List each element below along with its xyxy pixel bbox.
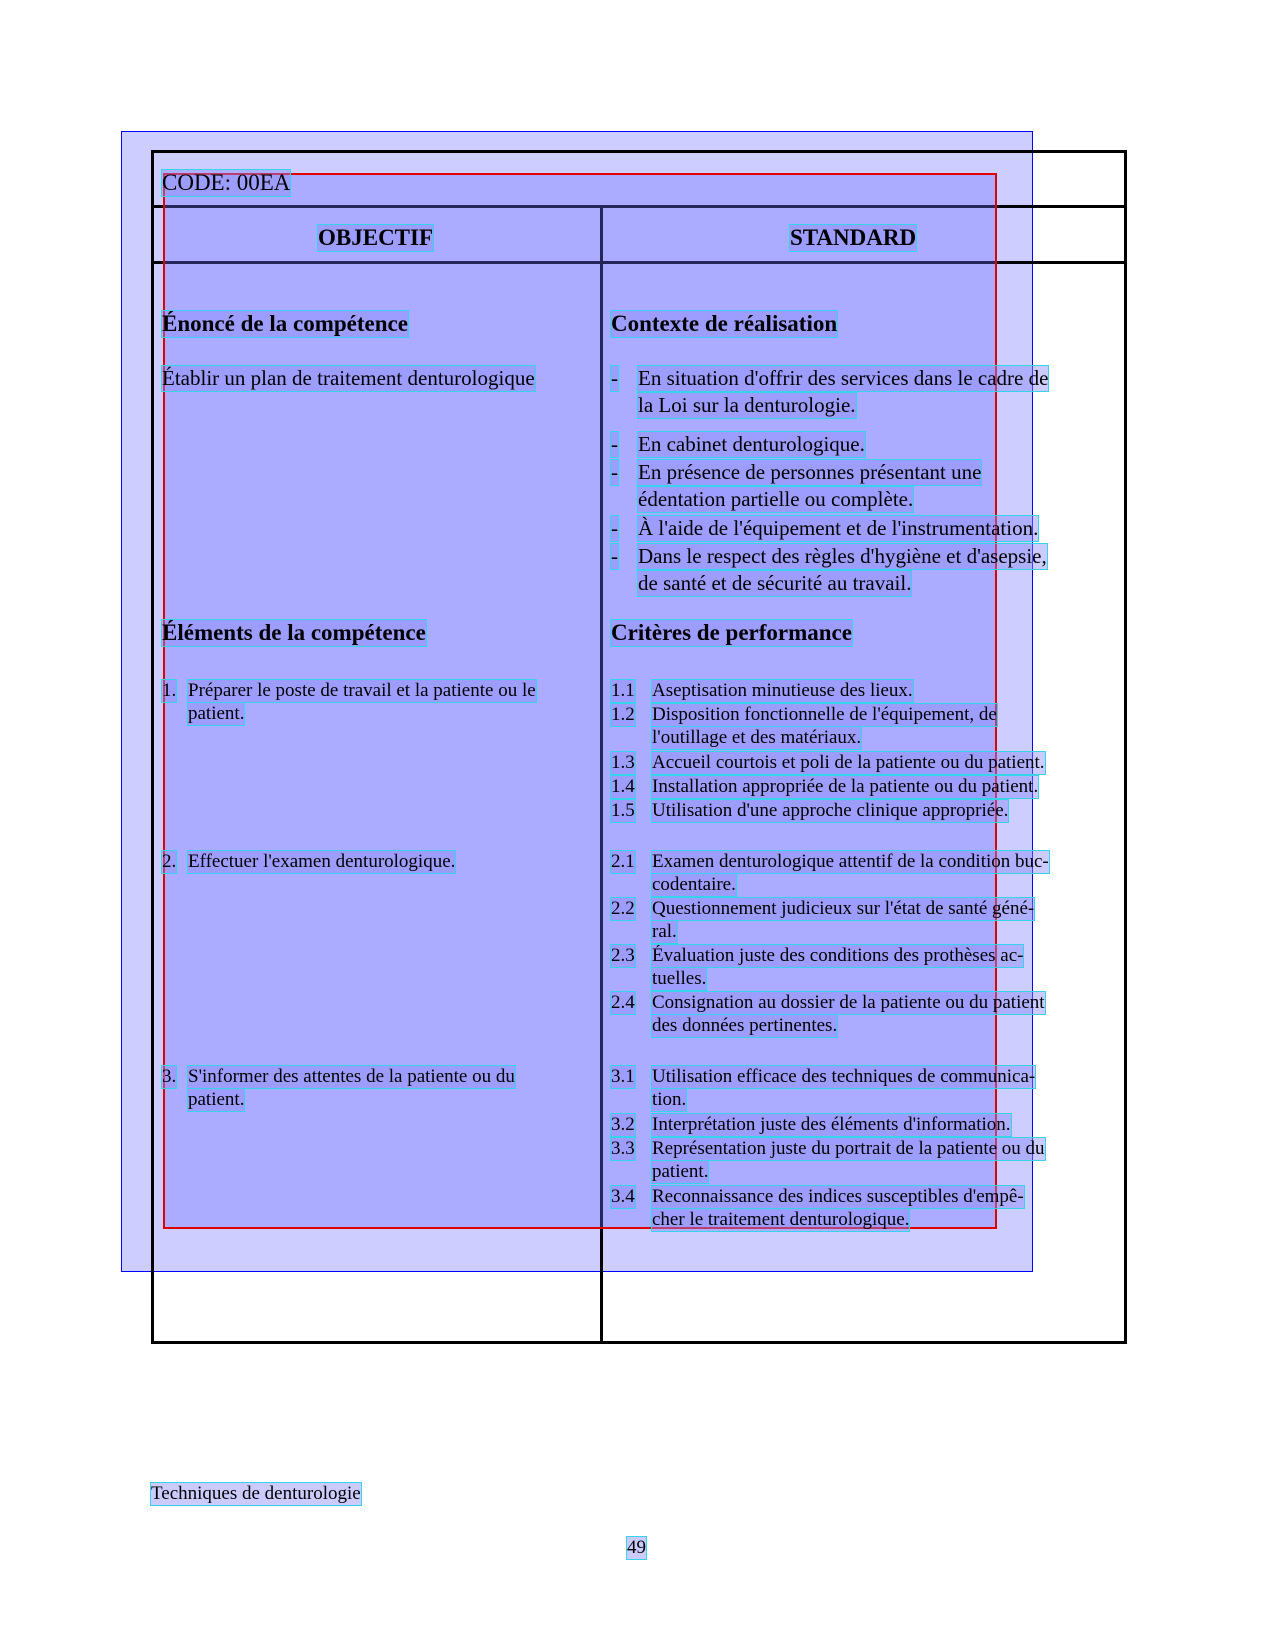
- contexte-title: Contexte de réalisation: [611, 311, 838, 336]
- critere-line: ral.: [652, 921, 677, 942]
- critere-line: Accueil courtois et poli de la patiente ou du patient.: [652, 752, 1045, 773]
- critere-line: des données pertinentes.: [652, 1015, 838, 1036]
- critere-number: 1.2: [611, 704, 635, 725]
- page-number: 49: [627, 1537, 646, 1558]
- critere-line: tuelles.: [652, 968, 707, 989]
- contexte-item-line: Dans le respect des règles d'hygiène et d'asepsie,: [638, 544, 1047, 568]
- element-line: patient.: [188, 703, 245, 724]
- criteres-title: Critères de performance: [611, 620, 852, 645]
- element-number: 3.: [162, 1066, 177, 1087]
- critere-line: Installation appropriée de la patiente ou du patient.: [652, 776, 1039, 797]
- contexte-bullet: -: [611, 366, 618, 390]
- critere-line: Disposition fonctionnelle de l'équipement, de: [652, 704, 997, 725]
- critere-line: patient.: [652, 1161, 709, 1182]
- element-line: S'informer des attentes de la patiente ou du: [188, 1066, 515, 1087]
- critere-line: Utilisation efficace des techniques de communica-: [652, 1066, 1036, 1087]
- header-standard: STANDARD: [790, 225, 917, 250]
- critere-line: Interprétation juste des éléments d'information.: [652, 1114, 1011, 1135]
- element-line: Effectuer l'examen denturologique.: [188, 851, 456, 872]
- contexte-item-line: En présence de personnes présentant une: [638, 460, 982, 484]
- critere-number: 2.4: [611, 992, 635, 1013]
- contexte-bullet: -: [611, 460, 618, 484]
- footer-program: Techniques de denturologie: [151, 1483, 361, 1504]
- element-number: 2.: [162, 851, 177, 872]
- critere-line: Reconnaissance des indices susceptibles d'empê-: [652, 1186, 1024, 1207]
- critere-line: l'outillage et des matériaux.: [652, 727, 862, 748]
- contexte-item-line: édentation partielle ou complète.: [638, 487, 914, 511]
- enonce-text: Établir un plan de traitement denturologique: [162, 366, 535, 390]
- critere-line: cher le traitement denturologique.: [652, 1209, 910, 1230]
- critere-line: Questionnement judicieux sur l'état de santé géné-: [652, 898, 1035, 919]
- contexte-item-line: À l'aide de l'équipement et de l'instrumentation.: [638, 516, 1039, 540]
- critere-number: 3.2: [611, 1114, 635, 1135]
- element-line: patient.: [188, 1089, 245, 1110]
- critere-line: Consignation au dossier de la patiente ou du patient: [652, 992, 1045, 1013]
- element-line: Préparer le poste de travail et la patiente ou le: [188, 680, 536, 701]
- critere-number: 3.1: [611, 1066, 635, 1087]
- critere-number: 2.1: [611, 851, 635, 872]
- critere-number: 1.5: [611, 800, 635, 821]
- element-number: 1.: [162, 680, 177, 701]
- critere-line: Utilisation d'une approche clinique appropriée.: [652, 800, 1009, 821]
- critere-line: Examen denturologique attentif de la condition buc-: [652, 851, 1049, 872]
- critere-number: 3.3: [611, 1138, 635, 1159]
- contexte-bullet: -: [611, 432, 618, 456]
- enonce-title: Énoncé de la compétence: [162, 311, 408, 336]
- header-objectif: OBJECTIF: [318, 225, 434, 250]
- critere-line: tion.: [652, 1089, 687, 1110]
- critere-number: 3.4: [611, 1186, 635, 1207]
- contexte-bullet: -: [611, 544, 618, 568]
- critere-line: Représentation juste du portrait de la patiente ou du: [652, 1138, 1045, 1159]
- critere-line: Évaluation juste des conditions des prothèses ac-: [652, 945, 1024, 966]
- contexte-bullet: -: [611, 516, 618, 540]
- critere-line: Aseptisation minutieuse des lieux.: [652, 680, 913, 701]
- contexte-item-line: la Loi sur la denturologie.: [638, 393, 856, 417]
- contexte-item-line: de santé et de sécurité au travail.: [638, 571, 912, 595]
- code-line: CODE: 00EA: [162, 170, 291, 195]
- critere-number: 1.3: [611, 752, 635, 773]
- critere-number: 2.2: [611, 898, 635, 919]
- critere-line: codentaire.: [652, 874, 736, 895]
- contexte-item-line: En situation d'offrir des services dans le cadre de: [638, 366, 1049, 390]
- contexte-item-line: En cabinet denturologique.: [638, 432, 865, 456]
- critere-number: 2.3: [611, 945, 635, 966]
- critere-number: 1.4: [611, 776, 635, 797]
- critere-number: 1.1: [611, 680, 635, 701]
- elements-title: Éléments de la compétence: [162, 620, 426, 645]
